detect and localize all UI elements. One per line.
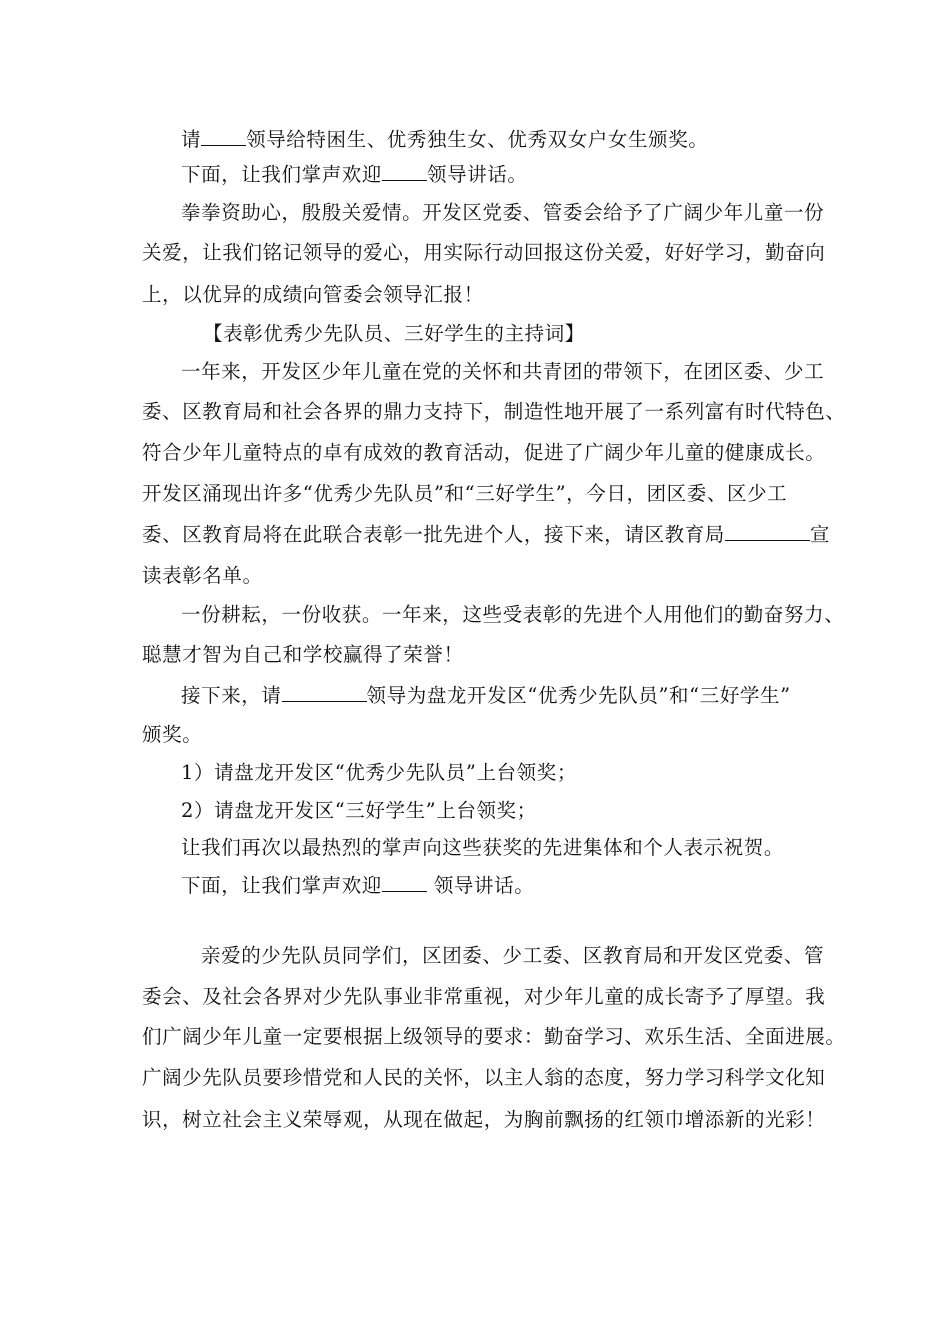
paragraph-line: 广阔少先队员要珍惜党和人民的关怀，以主人翁的态度，努力学习科学文化知 bbox=[142, 1066, 826, 1089]
paragraph-line: 让我们再次以最热烈的掌声向这些获奖的先进集体和个人表示祝贺。 bbox=[181, 836, 785, 859]
paragraph-line: 亲爱的少先队员同学们，区团委、少工委、区教育局和开发区党委、管 bbox=[201, 944, 825, 967]
welcome-line-2 bbox=[181, 872, 534, 900]
paragraph-line: 识，树立社会主义荣辱观，从现在做起，为胸前飘扬的红领巾增添新的光彩！ bbox=[142, 1108, 826, 1131]
award-line-special bbox=[181, 126, 708, 154]
text: 请 bbox=[181, 128, 202, 151]
paragraph-line: 拳拳资助心，殷殷关爱情。开发区党委、管委会给予了广阔少年儿童一份 bbox=[181, 201, 825, 224]
fill-blank bbox=[282, 683, 367, 702]
text: 领导讲话。 bbox=[427, 163, 528, 186]
paragraph-line: 聪慧才智为自己和学校赢得了荣誉！ bbox=[142, 643, 464, 666]
paragraph-line: 上，以优异的成绩向管委会领导汇报！ bbox=[142, 283, 484, 306]
list-item: 1）请盘龙开发区“优秀少先队员”上台领奖； bbox=[181, 761, 577, 784]
section-heading: 【表彰优秀少先队员、三好学生的主持词】 bbox=[203, 322, 585, 345]
paragraph-line: 读表彰名单。 bbox=[142, 564, 263, 587]
paragraph-line bbox=[142, 521, 830, 549]
fill-blank bbox=[382, 162, 427, 181]
text: 委、区教育局将在此联合表彰一批先进个人，接下来，请区教育局 bbox=[142, 523, 725, 546]
text: 领导为盘龙开发区“优秀少先队员”和“三好学生” bbox=[366, 684, 791, 707]
fill-blank bbox=[725, 522, 810, 541]
text: 领导给特困生、优秀独生女、优秀双女户女生颁奖。 bbox=[246, 128, 709, 151]
paragraph-line: 一年来，开发区少年儿童在党的关怀和共青团的带领下，在团区委、少工 bbox=[181, 360, 825, 383]
paragraph-line: 颁奖。 bbox=[142, 723, 203, 746]
text: 下面，让我们掌声欢迎 bbox=[181, 874, 383, 897]
paragraph-line: 一份耕耘，一份收获。一年来，这些受表彰的先进个人用他们的勤奋努力、 bbox=[181, 603, 845, 626]
paragraph-line: 关爱，让我们铭记领导的爱心，用实际行动回报这份关爱，好好学习，勤奋向 bbox=[142, 241, 826, 264]
text: 下面，让我们掌声欢迎 bbox=[181, 163, 383, 186]
list-item: 2）请盘龙开发区“三好学生”上台领奖； bbox=[181, 799, 537, 822]
welcome-line-1 bbox=[181, 161, 528, 189]
text: 宣 bbox=[809, 523, 831, 546]
fill-blank bbox=[382, 873, 427, 892]
text: 领导讲话。 bbox=[427, 874, 535, 897]
text: 接下来，请 bbox=[181, 684, 282, 707]
paragraph-line: 委会、及社会各界对少先队事业非常重视，对少年儿童的成长寄予了厚望。我 bbox=[142, 985, 826, 1008]
paragraph-line: 符合少年儿童特点的卓有成效的教育活动，促进了广阔少年儿童的健康成长。 bbox=[142, 441, 826, 464]
fill-blank bbox=[201, 127, 246, 146]
paragraph-line: 们广阔少年儿童一定要根据上级领导的要求：勤奋学习、欢乐生活、全面进展。 bbox=[142, 1025, 846, 1048]
paragraph-line bbox=[181, 682, 791, 710]
paragraph-line: 委、区教育局和社会各界的鼎力支持下，制造性地开展了一系列富有时代特色、 bbox=[142, 400, 846, 423]
paragraph-line: 开发区涌现出许多“优秀少先队员”和“三好学生”，今日，团区委、区少工 bbox=[142, 482, 788, 505]
